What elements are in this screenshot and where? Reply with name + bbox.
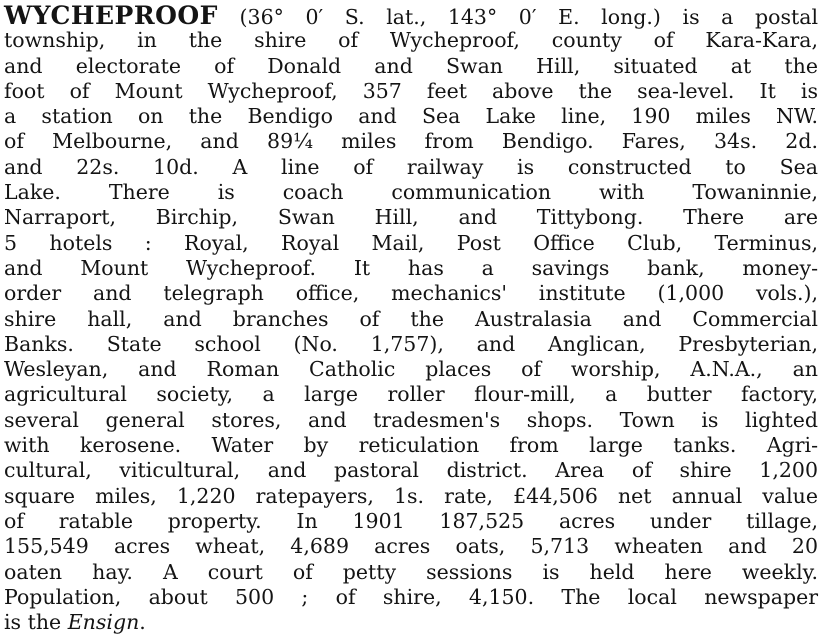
entry-line: foot of Mount Wycheproof, 357 feet above the sea-level. It is bbox=[4, 78, 818, 103]
entry-line: Wesleyan, and Roman Catholic places of worship, A.N.A., an bbox=[4, 357, 818, 382]
entry-line: Lake. There is coach communication with Towaninnie, bbox=[4, 180, 818, 205]
entry-line: and 22s. 10d. A line of railway is constructed to Sea bbox=[4, 154, 818, 179]
newspaper-name: Ensign bbox=[67, 610, 140, 635]
entry-line: with kerosene. Water by reticulation from large tanks. Agri- bbox=[4, 433, 818, 458]
entry-line: of Melbourne, and 89¼ miles from Bendigo. Fares, 34s. 2d. bbox=[4, 129, 818, 154]
entry-line: Population, about 500 ; of shire, 4,150. The local newspaper bbox=[4, 584, 818, 609]
entry-line: order and telegraph office, mechanics' institute (1,000 vols.), bbox=[4, 281, 818, 306]
entry-last-line-suffix: . bbox=[139, 610, 146, 635]
entry-line: Narraport, Birchip, Swan Hill, and Tittybong. There are bbox=[4, 205, 818, 230]
gazetteer-entry bbox=[4, 3, 818, 635]
entry-line: Banks. State school (No. 1,757), and Anglican, Presbyterian, bbox=[4, 331, 818, 356]
entry-line: shire hall, and branches of the Australasia and Commercial bbox=[4, 306, 818, 331]
entry-line: and electorate of Donald and Swan Hill, situated at the bbox=[4, 53, 818, 78]
entry-line-1 bbox=[4, 3, 818, 28]
entry-line: township, in the shire of Wycheproof, county of Kara-Kara, bbox=[4, 28, 818, 53]
entry-line: a station on the Bendigo and Sea Lake line, 190 miles NW. bbox=[4, 104, 818, 129]
entry-headword: WYCHEPROOF bbox=[4, 1, 218, 30]
entry-line: and Mount Wycheproof. It has a savings bank, money- bbox=[4, 255, 818, 280]
entry-line: 5 hotels : Royal, Royal Mail, Post Office Club, Terminus, bbox=[4, 230, 818, 255]
entry-line: agricultural society, a large roller flour-mill, a butter factory, bbox=[4, 382, 818, 407]
entry-last-line-prefix: is the bbox=[4, 610, 62, 635]
entry-line: of ratable property. In 1901 187,525 acres under tillage, bbox=[4, 508, 818, 533]
entry-line: 155,549 acres wheat, 4,689 acres oats, 5,713 wheaten and 20 bbox=[4, 534, 818, 559]
entry-line: several general stores, and tradesmen's shops. Town is lighted bbox=[4, 407, 818, 432]
entry-line: square miles, 1,220 ratepayers, 1s. rate, £44,506 net annual value bbox=[4, 483, 818, 508]
entry-last-line bbox=[4, 610, 818, 635]
entry-line: cultural, viticultural, and pastoral district. Area of shire 1,200 bbox=[4, 458, 818, 483]
entry-coordinates-text: (36° 0′ S. lat., 143° 0′ E. long.) is a postal bbox=[239, 5, 818, 29]
entry-line: oaten hay. A court of petty sessions is held here weekly. bbox=[4, 559, 818, 584]
